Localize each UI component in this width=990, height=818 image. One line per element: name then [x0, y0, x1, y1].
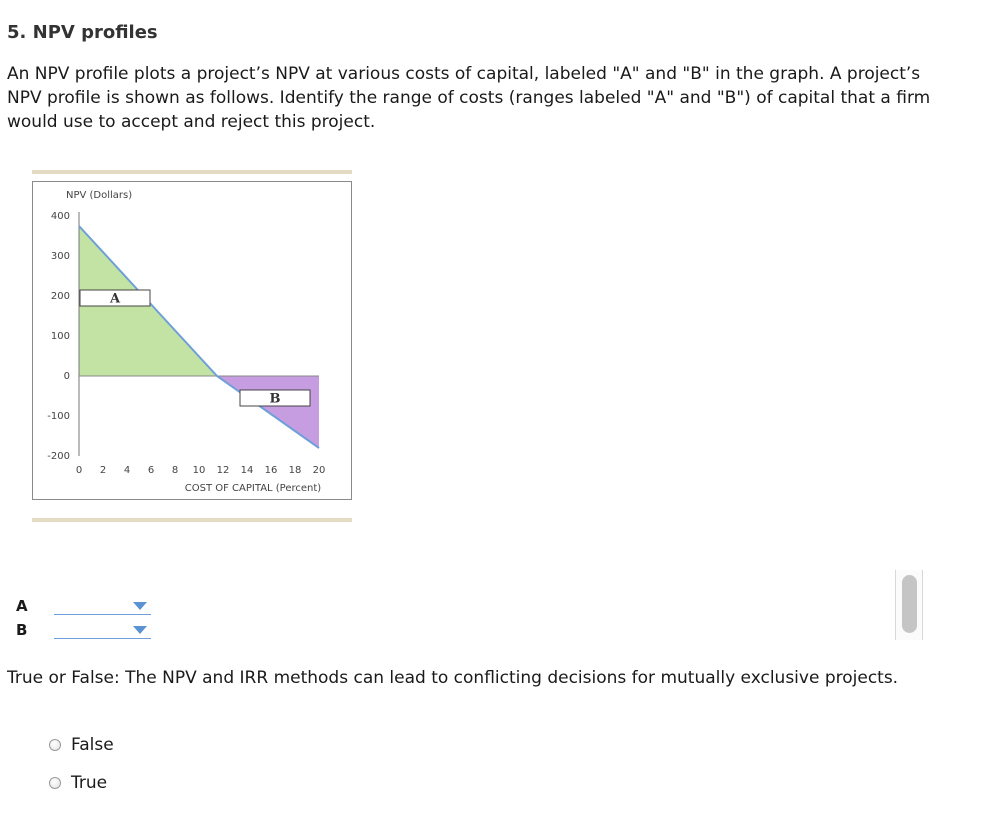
chevron-down-icon — [133, 626, 147, 634]
npv-chart-svg — [33, 182, 351, 499]
y-tick-label: 300 — [50, 251, 70, 262]
npv-profile-chart — [32, 181, 352, 500]
radio-option-true[interactable] — [49, 773, 107, 793]
question-title: 5. NPV profiles — [7, 22, 158, 43]
x-tick-label: 20 — [312, 465, 326, 476]
answer-label-a: A — [16, 597, 28, 615]
y-tick-label: 400 — [50, 211, 70, 222]
y-tick-label: 0 — [63, 371, 70, 382]
chart-top-rule — [32, 170, 352, 174]
y-tick-label: 100 — [50, 331, 70, 342]
y-tick-label: 200 — [50, 291, 70, 302]
radio-option-false-label: False — [71, 735, 114, 755]
y-tick-label: -100 — [47, 411, 70, 422]
question-intro: An NPV profile plots a project’s NPV at various costs of capital, labeled "A" and "B" in the graph. A project’s NPV profile is shown as follows. Identify the range of costs (ranges labeled "A" and "B") of capital that a firm would use to accept and reject this project. — [7, 64, 931, 132]
radio-button-false[interactable] — [49, 739, 61, 751]
x-tick-label: 0 — [75, 465, 83, 476]
radio-button-true[interactable] — [49, 777, 61, 789]
scrollbar[interactable] — [895, 570, 923, 640]
x-tick-label: 4 — [123, 465, 131, 476]
radio-option-false[interactable] — [49, 735, 114, 755]
dropdown-range-a[interactable] — [54, 598, 151, 615]
answer-label-b: B — [16, 621, 28, 639]
chart-bottom-rule — [32, 518, 352, 522]
chevron-down-icon — [133, 602, 147, 610]
x-tick-label: 12 — [216, 465, 230, 476]
x-axis-label: COST OF CAPITAL (Percent) — [184, 483, 322, 494]
true-false-question: True or False: The NPV and IRR methods can lead to conflicting decisions for mutually exclusive projects. — [7, 668, 899, 688]
x-tick-label: 10 — [192, 465, 206, 476]
region-b-label: B — [269, 391, 281, 407]
radio-option-true-label: True — [71, 773, 108, 793]
scrollbar-thumb[interactable] — [902, 575, 917, 633]
x-tick-label: 8 — [171, 465, 179, 476]
y-tick-label: -200 — [47, 451, 70, 462]
x-tick-label: 18 — [288, 465, 302, 476]
x-tick-label: 2 — [99, 465, 107, 476]
x-tick-label: 14 — [240, 465, 254, 476]
dropdown-range-b[interactable] — [54, 622, 151, 639]
region-a-label: A — [109, 291, 121, 307]
x-tick-label: 6 — [147, 465, 155, 476]
y-axis-label: NPV (Dollars) — [66, 190, 133, 201]
x-tick-label: 16 — [264, 465, 278, 476]
